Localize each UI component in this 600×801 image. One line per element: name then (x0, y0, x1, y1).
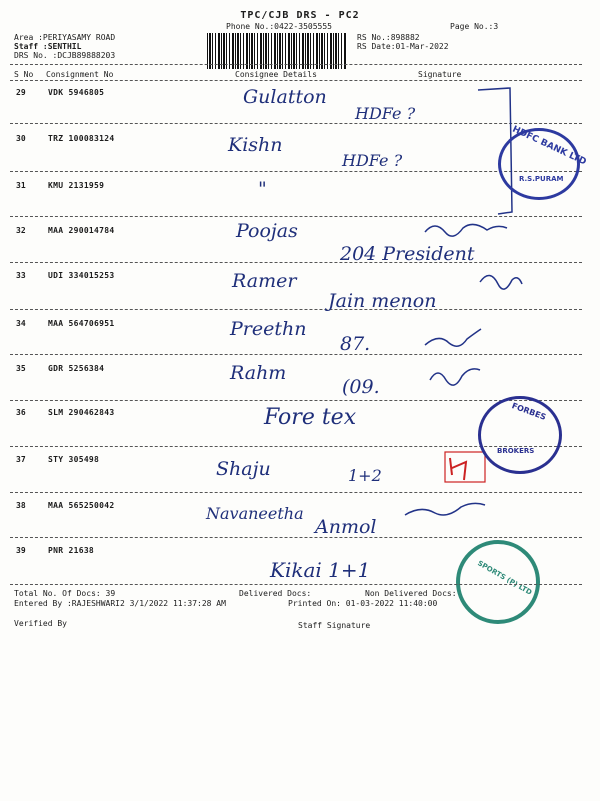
row-sno: 35 (16, 364, 26, 373)
row-sno: 31 (16, 181, 26, 190)
handwritten-note: HDFe ? (342, 151, 403, 170)
signature-38 (405, 503, 485, 515)
phone-number: Phone No.:0422-3505555 (226, 22, 332, 31)
handwritten-name: Fore tex (264, 405, 357, 430)
row-consignment: VDK 5946805 (48, 88, 105, 97)
handwritten-ditto: " (258, 178, 267, 200)
rs-date: RS Date:01-Mar-2022 (357, 42, 449, 51)
document-title: TPC/CJB DRS - PC2 (240, 10, 360, 21)
row-consignment: KMU 2131959 (48, 181, 105, 190)
drs-number: DRS No. :DCJB89888203 (14, 51, 116, 60)
staff-signature: Staff Signature (298, 621, 371, 630)
delivered-docs: Delivered Docs: (239, 589, 312, 598)
col-sno: S No (14, 70, 34, 79)
row-sno: 36 (16, 408, 26, 417)
entered-by: Entered By :RAJESHWARI2 3/1/2022 11:37:28 AM (14, 599, 226, 608)
forbes-stamp-sub: BROKERS (497, 447, 535, 455)
row-sno: 29 (16, 88, 26, 97)
handwritten-note: Jain menon (328, 290, 437, 312)
forbes-stamp-text: FORBES (510, 401, 548, 422)
hdfc-stamp-text: HDFC BANK LTD (510, 124, 588, 168)
handwritten-name: Kishn (228, 134, 283, 156)
handwritten-note: 87. (340, 333, 371, 355)
row-consignment: MAA 290014784 (48, 226, 115, 235)
row-sno: 33 (16, 271, 26, 280)
row-sno: 37 (16, 455, 26, 464)
hdfc-stamp (498, 124, 588, 200)
row-consignment: MAA 564706951 (48, 319, 115, 328)
handwritten-name: Shaju (216, 458, 271, 480)
row-consignment: TRZ 100083124 (48, 134, 115, 143)
red-initials (450, 458, 466, 480)
forbes-stamp (478, 396, 562, 474)
signature-32 (425, 224, 507, 236)
row-sno: 34 (16, 319, 26, 328)
area-field: Area :PERIYASAMY ROAD (14, 33, 116, 42)
handwritten-note: HDFe ? (355, 104, 416, 123)
row-consignment: UDI 334015253 (48, 271, 115, 280)
handwritten-name: Gulatton (243, 86, 327, 108)
total-docs: Total No. Of Docs: 39 (14, 589, 116, 598)
signature-35 (430, 369, 480, 385)
handwritten-name: Kikai 1+1 (270, 558, 371, 582)
rs-number: RS No.:898882 (357, 33, 420, 42)
handwritten-name: Preethn (230, 318, 307, 340)
row-sno: 30 (16, 134, 26, 143)
hdfc-stamp-sub: R.S.PURAM (519, 175, 564, 183)
verified-by: Verified By (14, 619, 67, 628)
handwritten-note: Anmol (315, 516, 377, 538)
row-sno: 32 (16, 226, 26, 235)
footer-divider (10, 584, 582, 585)
row-consignment: SLM 290462843 (48, 408, 115, 417)
row-consignment: PNR 21638 (48, 546, 95, 555)
row-consignment: GDR 5256384 (48, 364, 105, 373)
row-consignment: STY 305498 (48, 455, 100, 464)
handwritten-name: Navaneetha (206, 504, 304, 523)
signature-33 (480, 275, 522, 289)
signature-34 (425, 329, 481, 346)
handwritten-note: (09. (342, 376, 380, 398)
row-consignment: MAA 565250042 (48, 501, 115, 510)
handwritten-name: Poojas (236, 220, 298, 242)
row-sno: 39 (16, 546, 26, 555)
page-number: Page No.:3 (450, 22, 499, 31)
row-sno: 38 (16, 501, 26, 510)
col-consignment: Consignment No (46, 70, 114, 79)
sports-stamp (456, 540, 540, 624)
handwritten-name: Rahm (230, 362, 287, 384)
col-signature: Signature (418, 70, 462, 79)
handwritten-note: 1+2 (348, 466, 382, 485)
col-consignee: Consignee Details (235, 70, 317, 79)
handwritten-name: Ramer (232, 270, 297, 292)
sports-stamp-text: SPORTS (P) LTD (476, 559, 534, 597)
non-delivered-docs: Non Delivered Docs: (365, 589, 457, 598)
staff-field: Staff :SENTHIL (14, 42, 82, 51)
handwritten-note: 204 President (340, 243, 475, 265)
printed-on: Printed On: 01-03-2022 11:40:00 (288, 599, 438, 608)
